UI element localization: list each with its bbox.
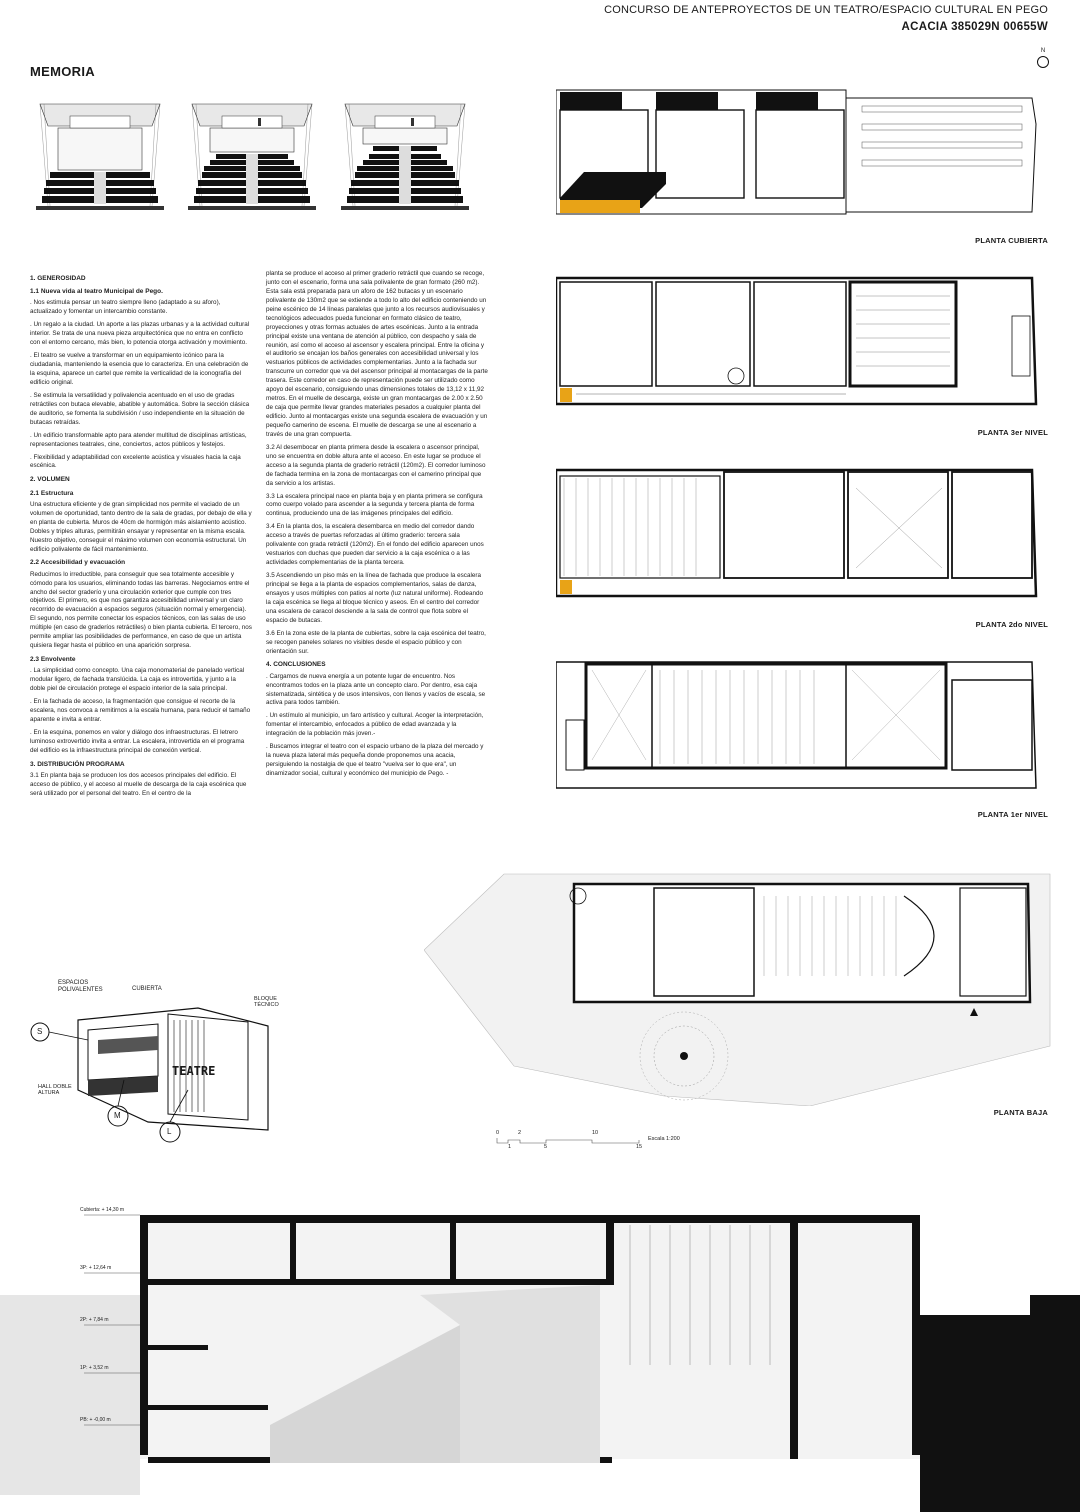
paragraph: Una estructura eficiente y de gran simplicidad nos permite el vaciado de un volumen de oportunidad, tanto dentro de la sala de gradas, por debajo de ella y en planta de cubierta. Muros de 40cm de hormigón más aislamiento acústico. Dobles y triples alturas, permitirán ensayar y representar en la misma escala. Nuestro objetivo, conseguir el máximo volumen con economía estructural. Un edificio polivalente de fácil mantenimiento. [30, 500, 252, 553]
plan-nivel-1 [556, 660, 1052, 800]
paragraph: . Nos estimula pensar un teatro siempre lleno (adaptado a su aforo), actualizado y fomentar un intercambio constante. [30, 299, 221, 316]
sketch-label: BLOQUE TÉCNICO [254, 996, 279, 1009]
paragraph: planta se produce el acceso al primer graderío retráctil que cuando se recoge, junto con el escenario, forma una sala polivalente de gran formato (260 m2). Esta sala está preparada para un aforo de 162 butacas y un escenario polivalente de 130m2 que se extiende a todo lo alto del edificio conteniendo un peine escénico de 14 líneas paralelas que junto a los recursos audiovisuales y tecnológicos adecuados pueda funcionar en formato clásico de teatro, proyecciones y otras formas actuales de artes escénicas. Junto a la entrada principal existe una ventana de atención al público, con despacho y sala de reunión, así como el acceso al ascensor y escalera principal. Entre la oficina y el auditorio se encajan los baños generales con accesibilidad universal y los vestuarios públicos de actividades complementarias. Junto a la fachada sur transcurre un corredor que va del ascensor principal al montacargas de la parte trasera. Este corredor en caso de representación puede ser utilizado como apoyo del escenario, consiguiendo unas dimensiones totales de 13,12 x 11,92 metros. En el muelle de descarga, existe un gran montacargas de 2.00 x 2.50 de caja que permite llevar grandes materiales pesados a cualquier planta del edificio. Junto al montacargas existe una segunda escalera de evacuación y un pequeño camerino de escena. El muelle de descarga se une al escenario a través de una gran compuerta. [266, 270, 488, 438]
heading-envolvente: 2.3 Envolvente [30, 656, 76, 664]
sketch-label: CUBIERTA [132, 986, 162, 992]
paragraph: . En la esquina, ponemos en valor y diálogo dos infraestructuras. El letrero luminoso extrovertido invita a entrar. La escalera, introvertida en el programa del edificio es la infraestructura principal de conexión vertical. [30, 728, 245, 754]
header-code: ACACIA 385029N 00655W [901, 21, 1048, 33]
paragraph: . En la fachada de acceso, la fragmentación que consigue el recorte de la escalera, nos convoca a remitirnos a la escala humana, para reducir el tamaño aparente e invita a entrar. [30, 698, 251, 723]
label-planta-2do-nivel: PLANTA 2do NIVEL [975, 620, 1048, 629]
scale-tick: 10 [592, 1130, 599, 1136]
auditorium-render-2 [182, 96, 322, 220]
label-planta-baja: PLANTA BAJA [993, 1108, 1048, 1117]
memoria-column-2 [266, 270, 488, 783]
heading-generosidad: 1. GENEROSIDAD [30, 275, 86, 282]
plan-baja [424, 866, 1054, 1106]
sketch-label: ESPACIOS POLIVALENTES [58, 980, 103, 993]
level-label: 2P: + 7,84 m [80, 1317, 109, 1323]
heading-volumen: 2. VOLUMEN [30, 476, 70, 484]
heading-nueva-vida: 1.1 Nueva vida al teatro Municipal de Pego. [30, 288, 163, 296]
scale-tick: 0 [496, 1130, 500, 1136]
auditorium-renders [30, 96, 475, 220]
paragraph: . Buscamos integrar el teatro con el espacio urbano de la plaza del mercado y la nueva plaza lateral más pequeña donde proponemos una acacia, persiguiendo la nostalgia de que el teatro "vuelva ser lo que era", un dinamizador social, cultural y económico del municipio de Pego. - [266, 743, 484, 778]
paragraph: . Un regalo a la ciudad. Un aporte a las plazas urbanas y a la actividad cultural interior. Se trata de una nueva pieza arquitectónica que no entra en conflicto con el entorno cercano, más bien, lo potencia otorga activación y movimiento. [30, 321, 250, 347]
sketch-label: HALL DOBLE ALTURA [38, 1084, 72, 1097]
plan-cubierta [556, 88, 1052, 228]
heading-estructura: 2.1 Estructura [30, 489, 74, 497]
auditorium-render-1 [30, 96, 170, 220]
scale-tick: 1 [508, 1144, 512, 1150]
label-planta-1er-nivel: PLANTA 1er NIVEL [977, 810, 1048, 819]
paragraph: . Flexibilidad y adaptabilidad con excelente acústica y visuales hacia la caja escénica. [30, 453, 241, 470]
header-title: CONCURSO DE ANTEPROYECTOS DE UN TEATRO/ESPACIO CULTURAL EN PEGO [604, 4, 1048, 16]
size-m-icon: M [114, 1111, 121, 1120]
paragraph: 3.2 Al desembocar en planta primera desde la escalera o ascensor principal, uno se encuentra en doble altura ante el acceso. En este lugar se produce el acceso a la segunda planta de graderío retráctil (120m2). El corredor luminoso de fachada termina en la zona de montacargas con el camerino principal que da servicio a los artistas. [266, 443, 486, 487]
size-s-icon: S [37, 1027, 43, 1036]
level-label: 3P: + 12,64 m [80, 1265, 112, 1271]
plan-nivel-3 [556, 276, 1052, 416]
memoria-column-1 [30, 270, 252, 803]
size-l-icon: L [167, 1127, 172, 1136]
paragraph: 3.3 La escalera principal nace en planta baja y en planta primera se configura como cuerpo volado para ascender a la segunda y tercera planta de forma continua, produciendo una de las imágenes principales del edificio. [266, 492, 483, 518]
paragraph: . El teatro se vuelve a transformar en un equipamiento icónico para la ciudadanía, manteniendo la esencia que lo caracteriza. En una celebración de la esquina, aparece un cartel que remite la verticalidad de la iconografía del edificio original. [30, 352, 249, 386]
scale-label: Escala 1:200 [648, 1136, 680, 1142]
label-planta-cubierta: PLANTA CUBIERTA [975, 236, 1048, 245]
level-label: PB: + -0,00 m [80, 1417, 111, 1423]
label-planta-3er-nivel: PLANTA 3er NIVEL [977, 428, 1048, 437]
plan-nivel-2 [556, 468, 1052, 608]
sketch-label: TEATRE [172, 1064, 216, 1078]
auditorium-render-3 [335, 96, 475, 220]
scale-tick: 15 [636, 1144, 643, 1150]
heading-accesibilidad: 2.2 Accesibilidad y evacuación [30, 559, 126, 567]
scale-bar [496, 1130, 696, 1154]
paragraph: 3.6 En la zona este de la planta de cubiertas, sobre la caja escénica del teatro, se recogen paneles solares no visibles desde el espacio público y con orientación sur. [266, 629, 486, 655]
paragraph: . Cargamos de nueva energía a un potente lugar de encuentro. Nos encontramos todos en la plaza ante un concepto claro. Por dentro, esa caja sistematizada, sintética y de usos intensivos, con llenos y vacíos de escala, se activa para todos también. [266, 672, 486, 707]
paragraph: . La simplicidad como concepto. Una caja monomaterial de panelado vertical modular ligero, de fachada translúcida. La caja es introvertida, y junto a la doble piel de circulación protege el espacio interior de la sala principal. [30, 667, 245, 693]
paragraph: 3.5 Ascendiendo un piso más en la línea de fachada que produce la escalera principal se llega a la planta de espacios complementarios, salas de danza, ensayos y usos múltiples con patios al norte (luz natural uniforme). Rodeando la caja escénica se llega al bloque técnico y aseos. En el centro del corredor una escalera de caracol desciende a la sala de control que flota sobre el espacio de butacas. [266, 572, 484, 624]
north-icon: N [1036, 48, 1050, 68]
paragraph: 3.1 En planta baja se producen los dos accesos principales del edificio. El acceso de público, y el acceso al muelle de descarga de la caja escénica que será utilizado por el personal del teatro. En el centro de la [30, 771, 247, 797]
scale-tick: 5 [544, 1144, 548, 1150]
heading-conclusiones: 4. CONCLUSIONES [266, 661, 326, 669]
paragraph: . Un estímulo al municipio, un faro artístico y cultural. Acoger la interpretación, fomentar el intercambio, enfocados a público de edad avanzada y la integración de la población más joven.- [266, 712, 484, 738]
scale-tick: 2 [518, 1130, 522, 1136]
level-label: 1P: + 3,52 m [80, 1365, 109, 1371]
memoria-title: MEMORIA [30, 64, 95, 79]
paragraph: . Se estimula la versatilidad y polivalencia acentuado en el uso de gradas retráctiles con butaca elevable, abatible y automática. Sobre la sección clásica de auditorio, se fomenta la subdivisión / uso independiente en la situación de butacas retraídas. [30, 391, 250, 426]
longitudinal-section [0, 1195, 1080, 1512]
paragraph: 3.4 En la planta dos, la escalera desembarca en medio del corredor dando acceso a través de puertas reforzadas al último graderío: tercera sala polivalente con grada retráctil (120m2). En el fondo del edificio aparecen unos vestuarios con duchas que pueden dar servicio a la caja escénica o a las actividades complementarias de la planta tercera. [266, 523, 484, 567]
paragraph: . Un edificio transformable apto para atender multitud de disciplinas artísticas, representaciones teatrales, cine, conciertos, actos públicos y festejos. [30, 431, 247, 448]
heading-distribucion: 3. DISTRIBUCIÓN PROGRAMA [30, 760, 125, 768]
concept-sketch [28, 980, 278, 1145]
paragraph: Reducimos lo irreductible, para conseguir que sea totalmente accesible y cómodo para los usuarios, eliminando todas las barreras. Negociamos entre el ancho del sector graderío y una circulación exterior que cumple con tres objetivos. El primero, es que nos garantiza accesibilidad universal y un claro recorrido de evacuación a espacios seguros (situación normal y emergencia). El segundo, nos permite conectar los espacios técnicos, con las salas de uso múltiple (en caso de graderíos retráctiles) o bien planta cubierta. El tercero, nos permite ampliar las posibilidades de performance, en caso de que un artista quisiera llegar hasta el público en una aparición sorpresa. [30, 570, 252, 650]
level-label: Cubierta: + 14,30 m [80, 1207, 125, 1213]
